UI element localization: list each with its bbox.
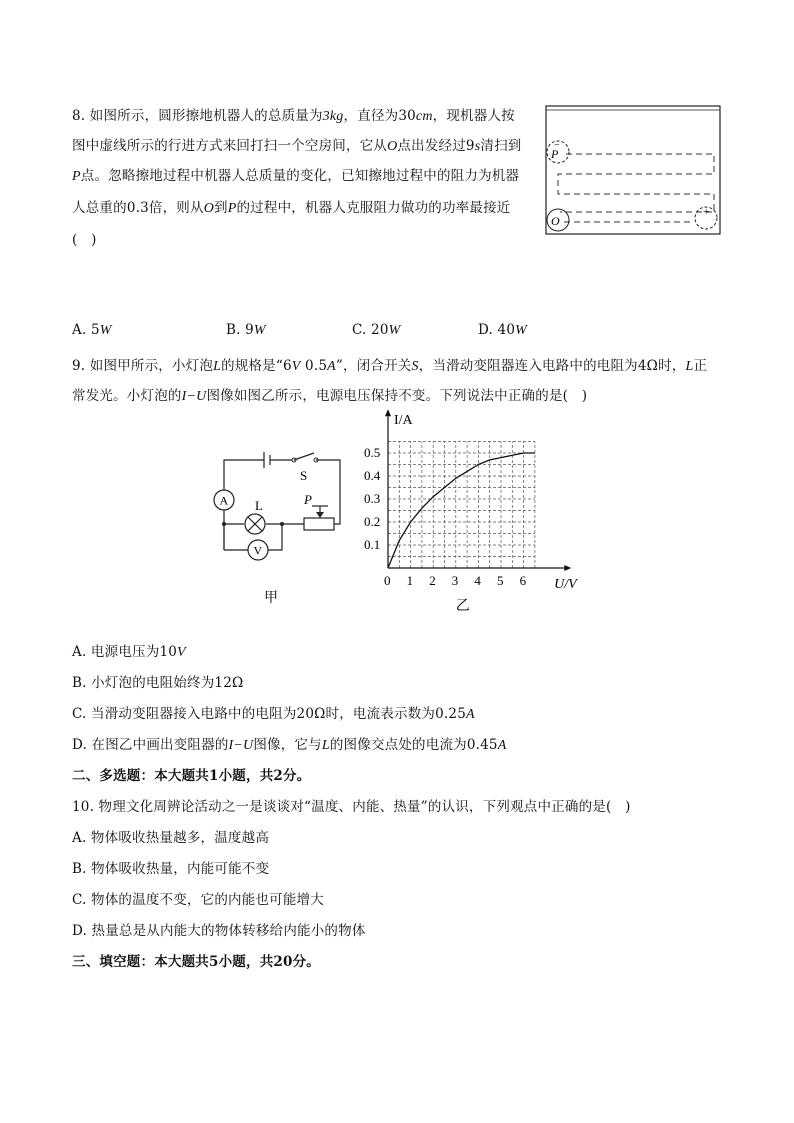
q10-stem: 10. 物理文化周辨论活动之一是谈谈对“温度、内能、热量”的认识，下列观点中正确的是( ) xyxy=(72,799,631,815)
q10-option-c[interactable]: C. 物体的温度不变，它的内能也可能增大 xyxy=(72,892,324,908)
q8-option-d[interactable]: D. 40W xyxy=(478,322,527,338)
y-tick-label: 0.1 xyxy=(364,537,381,552)
slider-label: P xyxy=(304,492,312,507)
x-tick-label: 5 xyxy=(497,573,504,588)
point-o-label: O xyxy=(551,214,560,228)
y-axis-label: I/A xyxy=(394,413,413,429)
q8-stem-line-4: 人总重的0.3倍，则从O到P的过程中，机器人克服阻力做功的功率最接近 xyxy=(72,200,511,216)
lamp-label: L xyxy=(255,498,263,513)
y-tick-label: 0.5 xyxy=(364,445,381,460)
x-tick-label: 4 xyxy=(474,573,481,588)
y-tick-label: 0.3 xyxy=(364,491,381,506)
point-p-label: P xyxy=(551,147,559,161)
q8-answer-blank: ( ) xyxy=(72,232,97,248)
section-2-heading: 二、多选题：本大题共1小题，共2分。 xyxy=(72,768,311,784)
junction-dot-left xyxy=(222,522,226,526)
q8-option-b[interactable]: B. 9W xyxy=(226,322,266,338)
q9-iu-graph xyxy=(360,404,600,614)
graph-caption: 乙 xyxy=(455,599,470,614)
q9-option-a[interactable]: A. 电源电压为10V xyxy=(72,644,186,660)
rheostat-body xyxy=(304,518,334,530)
minus-mark: − xyxy=(554,140,560,151)
q8-stem-line-3: P点。忽略擦地过程中机器人总质量的变化，已知擦地过程中的阻力为机器 xyxy=(72,168,520,184)
x-tick-label: 0 xyxy=(384,573,391,588)
x-tick-label: 2 xyxy=(429,573,436,588)
x-axis-label: U/V xyxy=(554,577,577,592)
x-tick-label: 3 xyxy=(451,573,459,588)
room-outline xyxy=(546,106,720,234)
q9-stem-line-1: 9. 如图甲所示，小灯泡L的规格是“6V 0.5A”，闭合开关S，当滑动变阻器连入电路中的电阻为4Ω时，L正 xyxy=(72,358,708,374)
y-tick-label: 0.4 xyxy=(364,468,381,483)
x-tick-label: 6 xyxy=(519,573,527,588)
q8-option-c[interactable]: C. 20W xyxy=(352,322,401,338)
q9-circuit-diagram xyxy=(200,440,350,610)
switch-blade xyxy=(294,453,314,460)
q8-stem-line-2: 图中虚线所示的行进方式来回打扫一个空房间，它从O点出发经过9s清扫到 xyxy=(72,138,522,154)
section-3-heading: 三、填空题：本大题共5小题，共20分。 xyxy=(72,954,320,970)
robot-path xyxy=(558,154,714,222)
plus-mark: + xyxy=(703,206,710,218)
wire-top-left xyxy=(224,460,264,490)
voltmeter-label: V xyxy=(253,543,263,558)
x-tick-label: 1 xyxy=(406,573,414,588)
slider-arrow xyxy=(316,512,324,518)
q9-option-d[interactable]: D. 在图乙中画出变阻器的I−U图像，它与L的图像交点处的电流为0.45A xyxy=(72,737,507,753)
wire-voltmeter-right xyxy=(268,524,282,550)
wire-bottom-left xyxy=(224,524,244,550)
q8-stem-line-1: 8. 如图所示，圆形擦地机器人的总质量为3kg，直径为30cm，现机器人按 xyxy=(72,108,515,124)
y-tick-label: 0.2 xyxy=(364,514,381,529)
y-axis-arrow xyxy=(385,409,391,416)
q9-option-c[interactable]: C. 当滑动变阻器接入电路中的电阻为20Ω时，电流表示数为0.25A xyxy=(72,706,475,722)
circuit-caption: 甲 xyxy=(264,591,278,606)
q8-option-a[interactable]: A. 5W xyxy=(72,322,112,338)
switch-label: S xyxy=(300,468,308,483)
ammeter-label: A xyxy=(219,493,229,508)
q8-room-figure xyxy=(544,104,724,238)
x-axis-arrow xyxy=(564,565,571,571)
q9-option-b[interactable]: B. 小灯泡的电阻始终为12Ω xyxy=(72,675,244,691)
q9-stem-line-2: 常发光。小灯泡的I−U图像如图乙所示，电源电压保持不变。下列说法中正确的是( ) xyxy=(72,388,588,404)
junction-dot-right xyxy=(280,522,284,526)
q10-option-d[interactable]: D. 热量总是从内能大的物体转移给内能小的物体 xyxy=(72,923,366,939)
q10-option-a[interactable]: A. 物体吸收热量越多，温度越高 xyxy=(72,830,270,846)
q10-option-b[interactable]: B. 物体吸收热量，内能可能不变 xyxy=(72,861,270,877)
